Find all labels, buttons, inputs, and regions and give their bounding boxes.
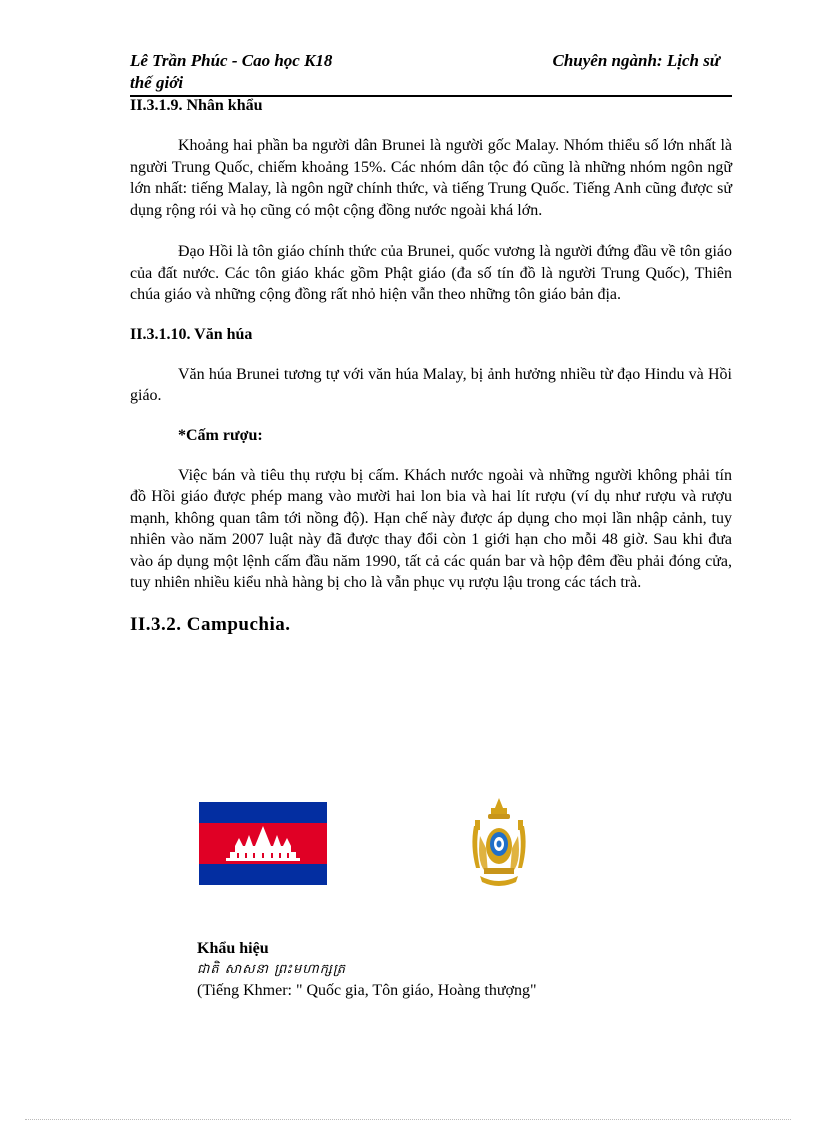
paragraph-population-2: Đạo Hồi là tôn giáo chính thức của Brunei, quốc vương là người đứng đầu về tôn giáo của đất nước. Các tôn giáo khác gồm Phật giáo (đa số tín đồ là người Trung Quốc), Thiên chúa giáo và những cộng đồng rất nhỏ hiện vẫn theo những tôn giáo bản địa. [130, 243, 732, 303]
main-content [130, 97, 732, 636]
motto-block [197, 938, 537, 1001]
paragraph-alcohol-ban: Việc bán và tiêu thụ rượu bị cấm. Khách nước ngoài và những người không phải tín đồ Hồi giáo được phép mang vào mười hai lon bia và hai lít rượu (ví dụ như rượu và rượu mạnh, không quan tâm tới nồng độ). Hạn chế này được áp dụng cho mọi lần nhập cảnh, tuy nhiên vào năm 2007 luật này đã được thay đổi còn 1 giới hạn cho mỗi 48 giờ. Sau khi đưa vào áp dụng một lệnh cấm đầu năm 1990, tất cả các quán bar và hộp đêm đều phải đóng cửa, tuy nhiên nhiều kiểu nhà hàng bị cho là vẫn phục vụ rượu lậu trong các tách trà. [130, 466, 732, 591]
heading-population: II.3.1.9. Nhân khẩu [130, 97, 263, 114]
cambodia-royal-emblem-image [466, 796, 532, 892]
paragraph-culture: Văn húa Brunei tương tự với văn húa Malay, bị ảnh hưởng nhiều từ đạo Hindu và Hồi giáo. [130, 365, 732, 404]
motto-label: Khẩu hiệu [197, 940, 269, 957]
footer-dotted-line [25, 1119, 791, 1120]
motto-translation: (Tiếng Khmer: " Quốc gia, Tôn giáo, Hoàng thượng" [197, 982, 537, 999]
header-major: Chuyên ngành: Lịch sử [552, 51, 720, 70]
heading-culture: II.3.1.10. Văn húa [130, 325, 253, 343]
header-author: Lê Trần Phúc - Cao học K18 [130, 51, 333, 70]
heading-cambodia: II.3.2. Campuchia. [130, 613, 291, 635]
header-major-continued: thế giới [130, 73, 184, 92]
motto-khmer: ជាតិ សាសនា ព្រះមហាក្សត្រ [197, 962, 346, 977]
paragraph-population-1: Khoảng hai phần ba người dân Brunei là người gốc Malay. Nhóm thiểu số lớn nhất là người Trung Quốc, chiếm khoảng 15%. Các nhóm dân tộc đó cũng là những nhóm ngôn ngữ lớn nhất: tiếng Malay, là ngôn ngữ chính thức, và tiếng Trung Quốc. Tiếng Anh cũng được sử dụng rộng rói và họ cũng có một cộng đồng nước ngoài khá lớn. [130, 137, 732, 219]
subheading-alcohol-ban: *Cấm rượu: [178, 426, 263, 444]
cambodia-flag-image [199, 802, 327, 885]
